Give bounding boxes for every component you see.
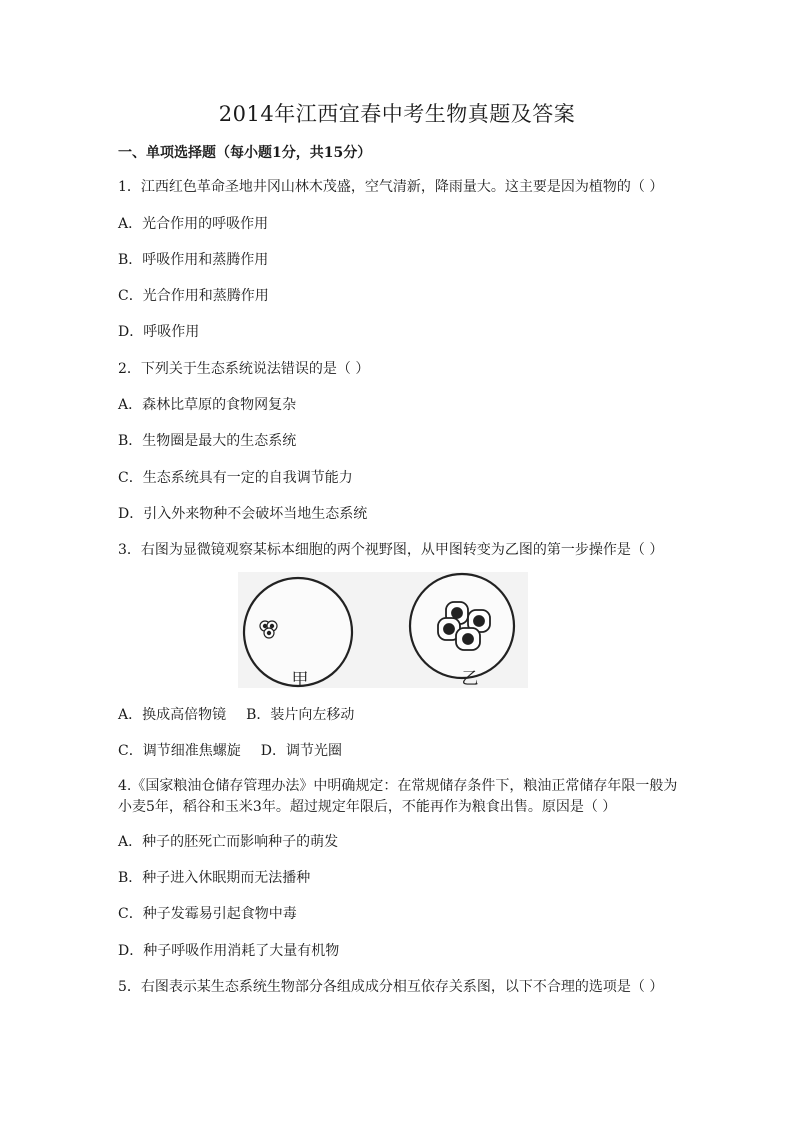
question-1-option-b: B．呼吸作用和蒸腾作用: [118, 252, 269, 268]
question-3-options-row-1: [118, 706, 354, 724]
field-of-view-right: [410, 574, 514, 678]
question-1-option-d: D．呼吸作用: [118, 324, 200, 340]
question-3-option-c: C．调节细准焦螺旋: [118, 743, 241, 759]
question-3-options-row-2: [118, 742, 342, 760]
question-3-option-a: A．换成高倍物镜: [118, 707, 227, 723]
question-2-option-c: C．生态系统具有一定的自我调节能力: [118, 470, 353, 486]
figure-label-left: 甲: [291, 670, 309, 688]
microscope-fields-figure: [238, 572, 528, 688]
question-3-option-b: B．装片向左移动: [246, 707, 355, 723]
question-5-stem: 5．右图表示某生态系统生物部分各组成成分相互依存关系图，以下不合理的选项是（ ）: [118, 979, 664, 995]
question-2-option-d: D．引入外来物种不会破坏当地生态系统: [118, 506, 368, 522]
question-3-stem: 3．右图为显微镜观察某标本细胞的两个视野图，从甲图转变为乙图的第一步操作是（ ）: [118, 542, 664, 558]
question-4-option-d: D．种子呼吸作用消耗了大量有机物: [118, 943, 340, 959]
figure-label-right: 乙: [461, 669, 479, 688]
question-1-stem: 1．江西红色革命圣地井冈山林木茂盛，空气清新，降雨量大。这主要是因为植物的（ ）: [118, 179, 664, 195]
question-4-option-b: B．种子进入休眠期而无法播种: [118, 870, 311, 886]
question-1-option-a: A．光合作用的呼吸作用: [118, 216, 269, 232]
question-4-option-c: C．种子发霉易引起食物中毒: [118, 906, 297, 922]
page-title: 2014年江西宜春中考生物真题及答案: [218, 102, 576, 126]
question-2-option-b: B．生物圈是最大的生态系统: [118, 433, 297, 449]
question-3-option-d: D．调节光圈: [260, 743, 342, 759]
question-4-option-a: A．种子的胚死亡而影响种子的萌发: [118, 834, 339, 850]
section-heading: 一、单项选择题（每小题1分，共15分）: [118, 145, 372, 161]
question-1-option-c: C．光合作用和蒸腾作用: [118, 288, 269, 304]
question-2-option-a: A．森林比草原的食物网复杂: [118, 397, 297, 413]
question-2-stem: 2．下列关于生态系统说法错误的是（ ）: [118, 361, 370, 377]
question-4-stem: 4.《国家粮油仓储存管理办法》中明确规定：在常规储存条件下，粮油正常储存年限一般为小麦5年，稻谷和玉米3年。超过规定年限后，不能再作为粮食出售。原因是（ ）: [118, 778, 678, 815]
